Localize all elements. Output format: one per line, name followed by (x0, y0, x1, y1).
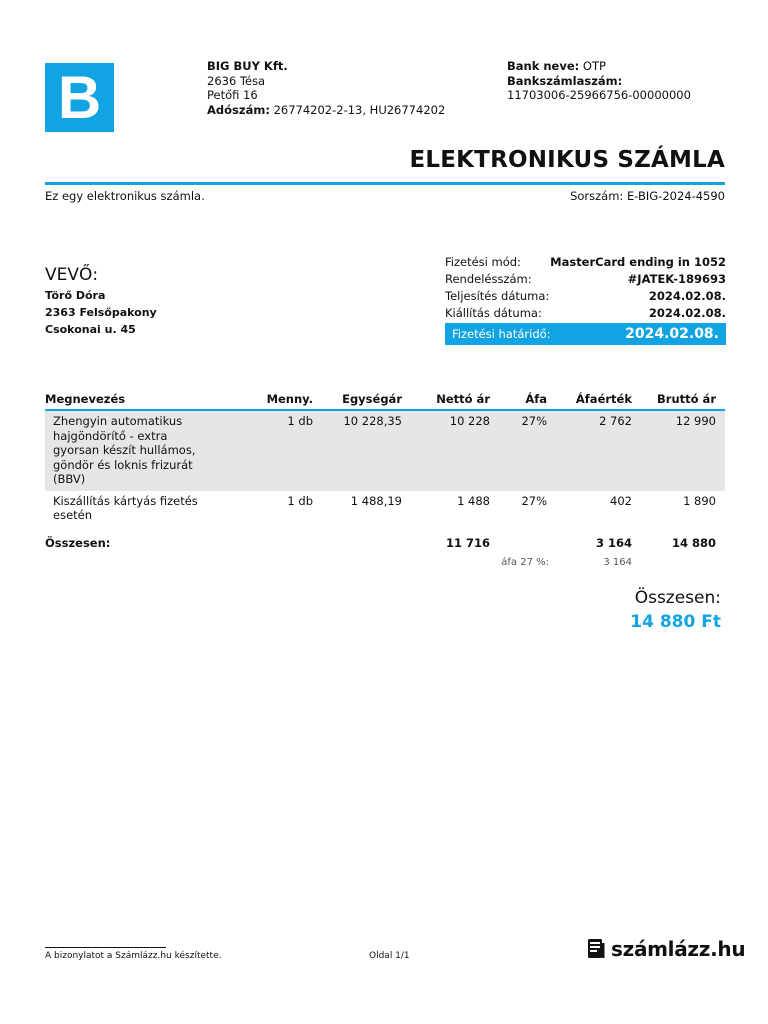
payment-label: Rendelésszám: (445, 272, 532, 286)
payment-value: MasterCard ending in 1052 (550, 255, 726, 269)
summary-value: 14 880 Ft (630, 612, 721, 632)
bank-name (507, 59, 691, 74)
total-label: Összesen: (45, 535, 111, 550)
due-date-bar (445, 323, 726, 345)
table-row (45, 491, 725, 527)
item-vat: 27% (521, 493, 547, 508)
bank-account-value: 11703006-25966756-00000000 (507, 88, 691, 103)
items-table (45, 390, 725, 575)
seller-street: Petőfi 16 (207, 88, 258, 103)
col-header-unit-price: Egységár (322, 390, 411, 410)
vat-breakdown-row (45, 554, 725, 575)
item-vat: 27% (499, 410, 556, 491)
bank-name-label: Bank neve: (507, 59, 580, 73)
bank-block (507, 59, 691, 103)
due-date-label: Fizetési határidő: (452, 327, 551, 341)
payment-label: Teljesítés dátuma: (445, 289, 550, 303)
seller-name: BIG BUY Kft. (207, 59, 288, 73)
item-gross: 1 890 (683, 493, 716, 508)
payment-label: Kiállítás dátuma: (445, 306, 542, 320)
payment-info (445, 254, 726, 345)
col-header-gross: Bruttó ár (641, 390, 725, 410)
bank-name-value: OTP (582, 59, 606, 73)
payment-row (445, 271, 726, 288)
seller-tax (207, 103, 445, 118)
footer-divider (45, 947, 166, 948)
payment-value: #JATEK-189693 (627, 272, 726, 286)
item-vat-amount: 402 (610, 493, 632, 508)
buyer-name: Törő Dóra (45, 289, 106, 302)
col-header-net: Nettó ár (411, 390, 499, 410)
payment-value: 2024.02.08. (648, 289, 726, 303)
item-net: 1 488 (457, 493, 490, 508)
electronic-note: Ez egy elektronikus számla. (45, 189, 205, 203)
company-logo: B (45, 63, 114, 132)
item-unit-price: 1 488,19 (350, 493, 402, 508)
seller-tax-value: 26774202-2-13, HU26774202 (273, 103, 446, 118)
total-vat-amount: 3 164 (595, 535, 632, 550)
buyer-block (45, 287, 157, 338)
invoice-serial: Sorszám: E-BIG-2024-4590 (570, 189, 725, 203)
item-unit-price: 10 228,35 (322, 410, 411, 491)
buyer-heading: VEVŐ: (45, 265, 99, 285)
seller-block (207, 59, 445, 118)
payment-row (445, 288, 726, 305)
due-date-value: 2024.02.08. (625, 326, 719, 342)
table-row (45, 410, 725, 491)
col-header-name: Megnevezés (45, 390, 225, 410)
buyer-city: 2363 Felsőpakony (45, 306, 157, 319)
total-gross: 14 880 (671, 535, 716, 550)
document-icon (586, 938, 606, 960)
item-qty: 1 db (225, 410, 322, 491)
page-number: Oldal 1/1 (369, 951, 410, 961)
summary-label: Összesen: (634, 588, 721, 608)
item-qty: 1 db (287, 493, 313, 508)
brand-logo (586, 937, 745, 961)
buyer-street: Csokonai u. 45 (45, 323, 136, 336)
payment-row (445, 254, 726, 271)
payment-row (445, 305, 726, 322)
item-net: 10 228 (411, 410, 499, 491)
seller-tax-label: Adószám: (207, 103, 270, 118)
vat-breakdown-value: 3 164 (603, 557, 632, 568)
item-name: Kiszállítás kártyás fizetés esetén (53, 493, 198, 522)
brand-name: számlázz.hu (611, 937, 746, 961)
table-header-row (45, 390, 725, 410)
col-header-qty: Menny. (225, 390, 322, 410)
item-vat-amount: 2 762 (556, 410, 641, 491)
payment-value: 2024.02.08. (648, 306, 726, 320)
seller-city: 2636 Tésa (207, 73, 266, 88)
payment-label: Fizetési mód: (445, 255, 521, 269)
table-total-row (45, 527, 725, 555)
col-header-vat: Áfa (499, 390, 556, 410)
bank-account-label: Bankszámlaszám: (507, 73, 623, 88)
document-title: ELEKTRONIKUS SZÁMLA (409, 147, 725, 173)
item-gross: 12 990 (641, 410, 725, 491)
vat-breakdown-label: áfa 27 %: (501, 557, 549, 568)
title-divider (45, 182, 725, 185)
item-name: Zhengyin automatikus hajgöndörítő - extra gyorsan készít hullámos, göndör és loknis frizurát (BBV) (45, 410, 225, 491)
footer-note: A bizonylatot a Számlázz.hu készítette. (45, 951, 222, 961)
col-header-vat-amount: Áfaérték (556, 390, 641, 410)
total-net: 11 716 (445, 535, 490, 550)
